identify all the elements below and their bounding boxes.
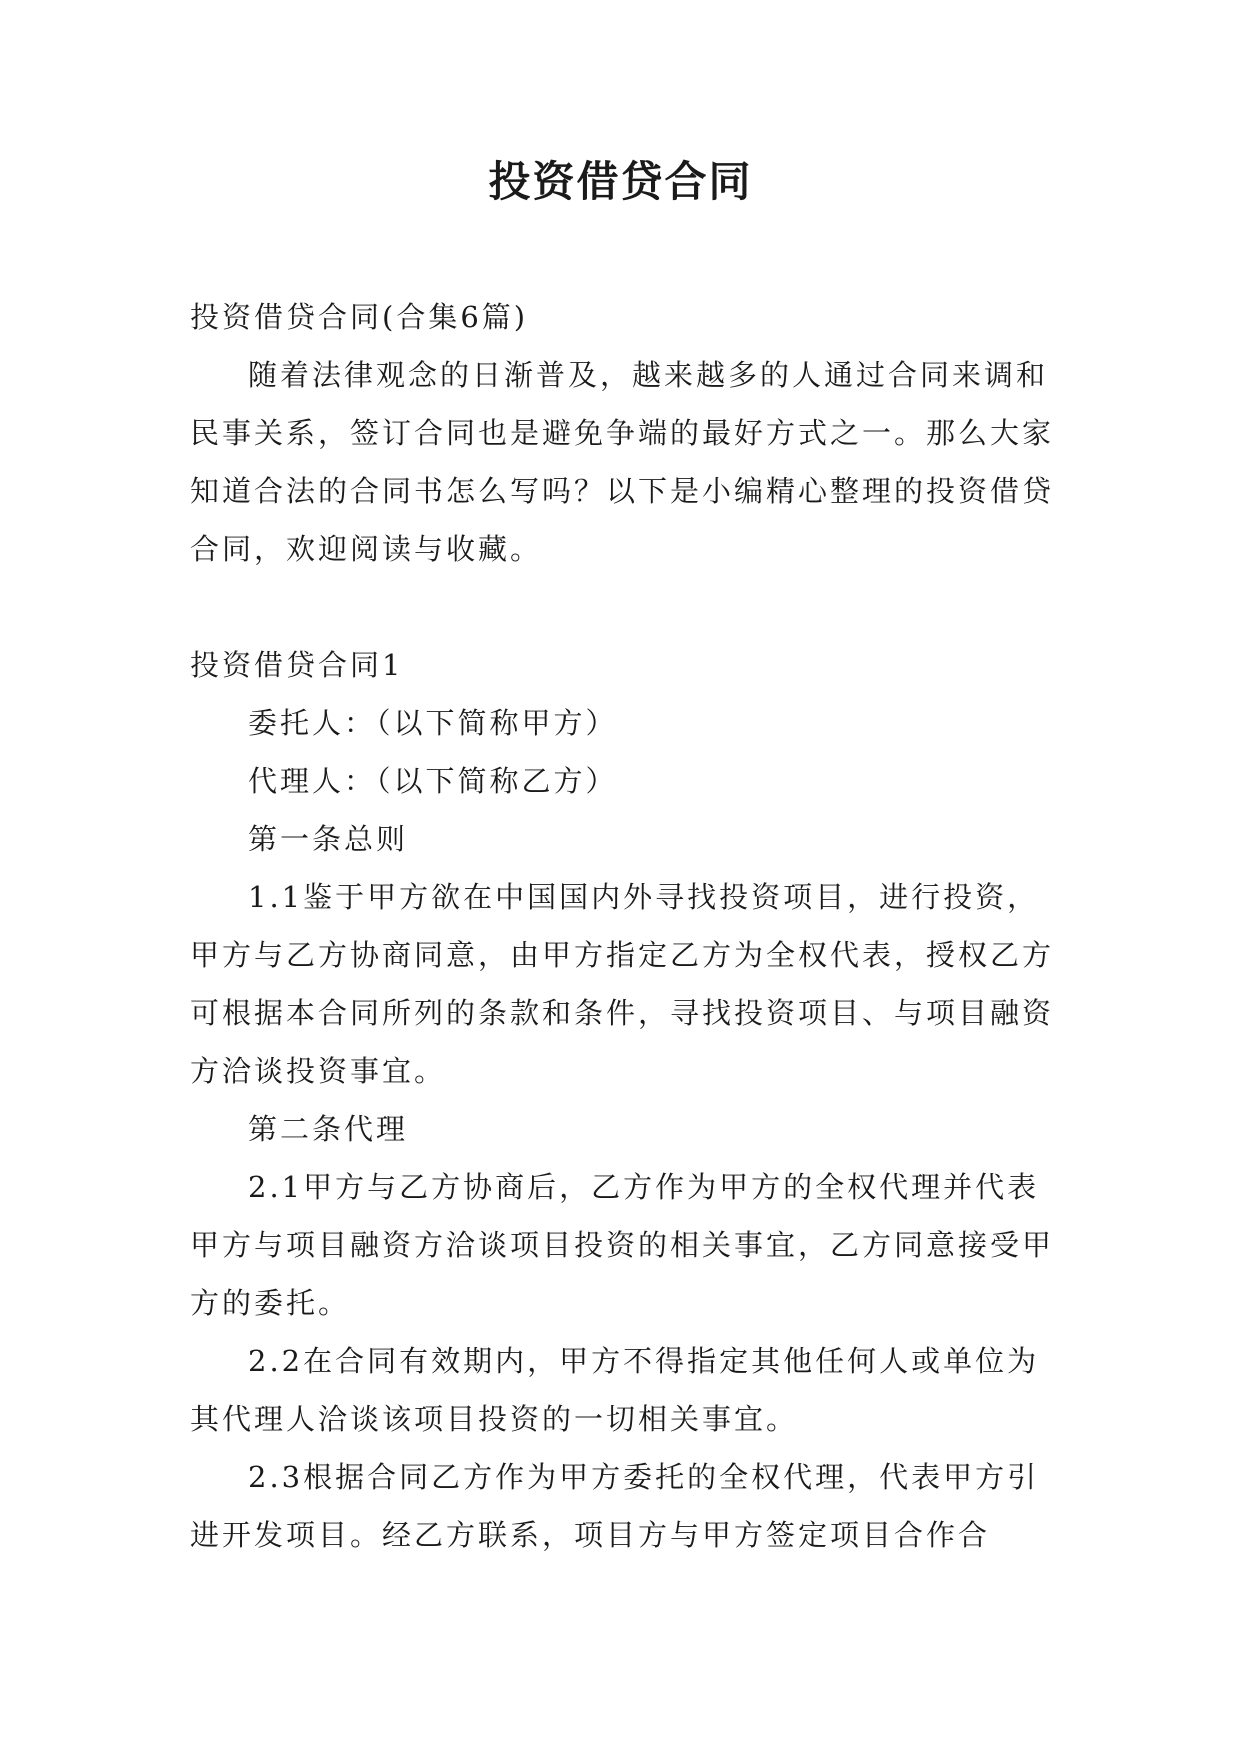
clause-paragraph: 2.2在合同有效期内，甲方不得指定其他任何人或单位为其代理人洽谈该项目投资的一切相关事宜。	[190, 1344, 1040, 1436]
clause-paragraph: 1.1鉴于甲方欲在中国国内外寻找投资项目，进行投资，甲方与乙方协商同意，由甲方指定乙方为全权代表，授权乙方可根据本合同所列的条款和条件，寻找投资项目、与项目融资方洽谈投资事宜。	[190, 880, 1055, 1088]
principal-line: 委托人：（以下简称甲方）	[248, 706, 618, 740]
clause-paragraph: 2.3根据合同乙方作为甲方委托的全权代理，代表甲方引进开发项目。经乙方联系，项目方与甲方签定项目合作合	[190, 1460, 1040, 1552]
article-heading: 第一条总则	[248, 822, 409, 856]
clause-paragraph: 2.1甲方与乙方协商后，乙方作为甲方的全权代理并代表甲方与项目融资方洽谈项目投资的相关事宜，乙方同意接受甲方的委托。	[190, 1170, 1055, 1320]
section-heading: 投资借贷合同1	[190, 648, 404, 682]
document-title: 投资借贷合同	[488, 157, 753, 206]
article-heading: 第二条代理	[248, 1112, 409, 1146]
intro-paragraph: 随着法律观念的日渐普及，越来越多的人通过合同来调和民事关系，签订合同也是避免争端的最好方式之一。那么大家知道合法的合同书怎么写吗？以下是小编精心整理的投资借贷合同，欢迎阅读与收藏。	[190, 358, 1055, 566]
document-body	[190, 288, 1060, 1564]
paragraph-spacer	[190, 578, 1060, 636]
subtitle-paragraph: 投资借贷合同(合集6篇)	[190, 300, 529, 334]
agent-line: 代理人：（以下简称乙方）	[248, 764, 618, 798]
